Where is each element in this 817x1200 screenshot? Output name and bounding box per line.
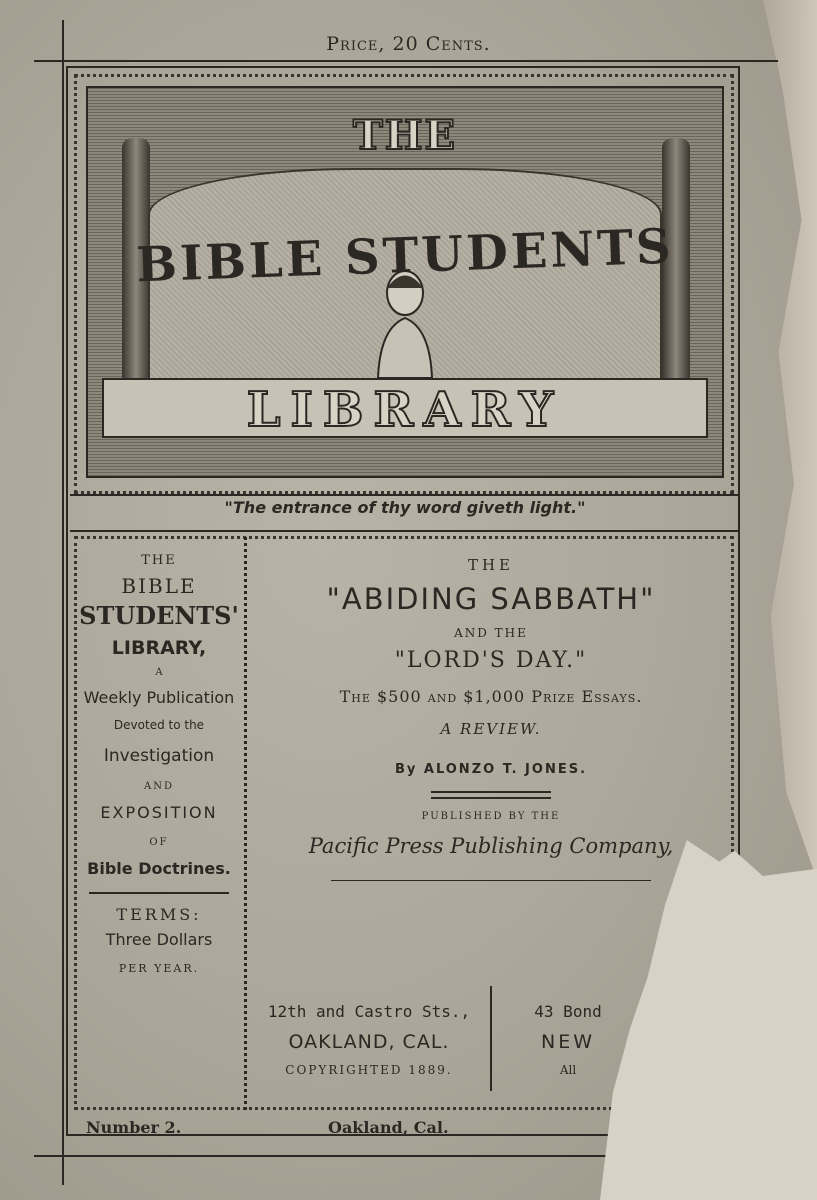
main-address-rule [331, 880, 651, 881]
copyright: COPYRIGHTED 1889. [285, 1063, 453, 1077]
masthead-banner [86, 86, 724, 478]
sidebar-devoted: Devoted to the [113, 718, 205, 733]
main-published-by: PUBLISHED BY THE [421, 811, 561, 822]
price-label: Price, 20 Cents. [326, 33, 491, 55]
sidebar-bible: BIBLE [121, 573, 197, 598]
sidebar-rule [89, 892, 229, 894]
sidebar-investigation: Investigation [103, 746, 215, 767]
address-all: All [559, 1063, 577, 1077]
motto-bottom-rule [70, 530, 740, 532]
sidebar-per-year: PER YEAR. [118, 962, 200, 976]
address-street: 12th and Castro Sts., [267, 1002, 471, 1021]
footer-place: Oakland, Cal. [328, 1118, 449, 1137]
sidebar-weekly: Weekly Publication [83, 687, 235, 707]
main-review: A REVIEW. [440, 720, 542, 738]
banner-library: LIBRARY [246, 382, 564, 438]
sidebar-students: STUDENTS' [79, 600, 239, 630]
sidebar-the: THE [141, 553, 177, 568]
address-newyork [498, 1002, 638, 1077]
address-oakland [248, 1002, 490, 1077]
top-rule [34, 60, 778, 62]
main-publisher: Pacific Press Publishing Company, [308, 834, 674, 858]
sidebar-a: A [155, 667, 163, 679]
sidebar-doctrines: Bible Doctrines. [87, 859, 231, 878]
motto: "The entrance of thy word giveth light." [224, 498, 586, 517]
main-title-abiding-sabbath: "ABIDING SABBATH" [326, 582, 656, 616]
address-city-ny: NEW [540, 1031, 595, 1053]
sidebar-of: OF [149, 836, 169, 848]
issue-number: Number 2. [86, 1118, 182, 1137]
motto-top-rule [70, 494, 740, 496]
column-divider [244, 536, 247, 1110]
left-rule [62, 20, 64, 1185]
bottom-rule [34, 1155, 634, 1157]
sidebar-column [74, 540, 244, 1095]
sidebar-three-dollars: Three Dollars [105, 929, 213, 949]
address-divider [490, 986, 492, 1091]
banner-the: THE [352, 112, 458, 159]
banner-title: BIBLE STUDENTS [135, 218, 675, 294]
address-street-ny: 43 Bond [534, 1002, 602, 1021]
main-and-the: AND THE [454, 626, 528, 640]
main-title-lords-day: "LORD'S DAY." [394, 648, 588, 673]
main-the: THE [467, 556, 515, 574]
main-prize-essays: The $500 and $1,000 Prize Essays. [339, 687, 643, 706]
sidebar-and: AND [144, 780, 174, 792]
address-city: OAKLAND, CAL. [288, 1031, 450, 1053]
sidebar-library: LIBRARY, [111, 636, 207, 659]
sidebar-terms: TERMS: [116, 905, 202, 925]
main-ornament-rule [431, 791, 551, 799]
sidebar-exposition: EXPOSITION [100, 803, 218, 823]
main-author: By ALONZO T. JONES. [394, 762, 588, 777]
